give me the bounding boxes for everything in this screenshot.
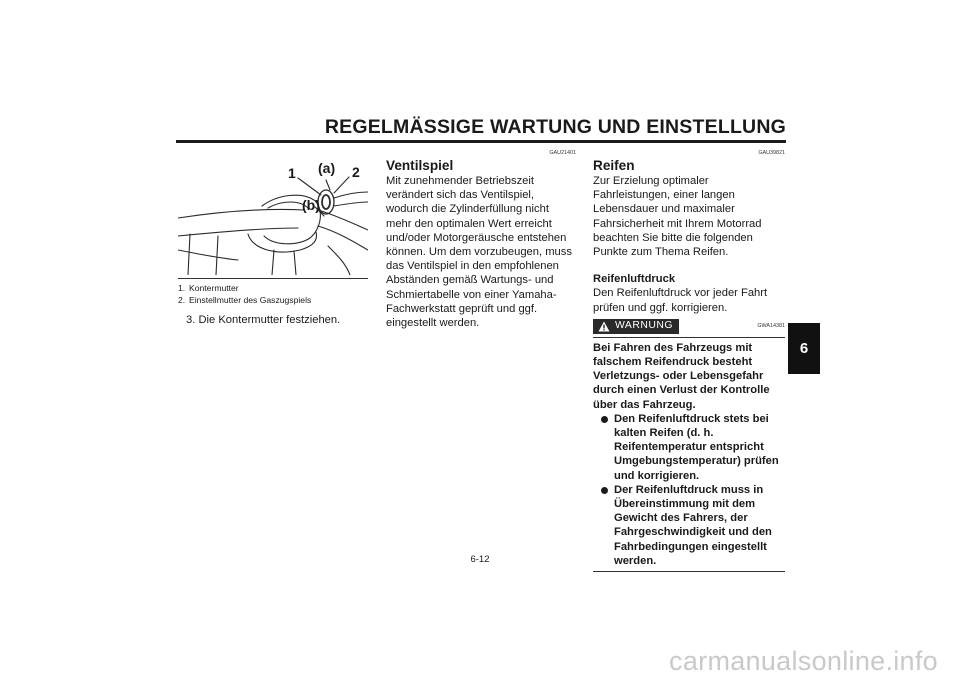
warning-bullet xyxy=(593,412,785,483)
step-instruction: 3. Die Kontermutter festziehen. xyxy=(186,314,341,327)
caption-text: Einstellmutter des Gaszugspiels xyxy=(189,294,312,305)
warning-bullets xyxy=(593,412,785,568)
watermark[interactable]: carmanualsonline.info xyxy=(669,646,938,676)
column-valve-clearance xyxy=(386,150,576,330)
chapter-tab[interactable]: 6 xyxy=(788,323,820,374)
warning-text: Bei Fahren des Fahrzeugs mit falschem Reifendruck besteht Verletzungs- oder Lebensgefahr durch einen Verlust der Kontrolle über das Fahrzeug. xyxy=(593,341,770,411)
warning-rule xyxy=(593,337,785,338)
warning-code: GWA14381 xyxy=(757,322,785,329)
bullet-icon xyxy=(601,416,608,423)
column-tires xyxy=(593,150,785,572)
section-code: GAU21401 xyxy=(549,150,576,156)
figure-label-a: (a) xyxy=(318,160,336,176)
figure-label-2: 2 xyxy=(352,164,360,180)
caption-number: 1. xyxy=(178,283,186,293)
column-figure xyxy=(178,150,368,327)
section-body: Mit zunehmender Betriebszeit verändert sich das Ventilspiel, wodurch die Zylinderfüllung nicht mehr den optimalen Wert erreicht und/oder Motorgeräusche entstehen können. Um dem vorzubeugen, muss das Ventilspiel in den empfohlenen Abständen gemäß Wartungs- und Schmiertabelle von einer Yamaha-Fachwerkstatt geprüft und ggf. eingestellt werden. xyxy=(386,175,572,330)
caption-item xyxy=(178,283,368,295)
figure-rule xyxy=(178,278,368,279)
bullet-icon xyxy=(601,487,608,494)
throttle-cable-drawing xyxy=(178,150,368,275)
warning-end-rule xyxy=(593,571,785,572)
section-heading: Reifen xyxy=(593,158,635,173)
warning-label: WARNUNG xyxy=(615,320,673,332)
figure-captions xyxy=(178,283,368,306)
warning-bullet-text: Den Reifenluftdruck stets bei kalten Reifen (d. h. Reifentemperatur entspricht Umgebungstemperatur) prüfen und korrigieren. xyxy=(614,412,779,482)
section-intro: Zur Erzielung optimaler Fahrleistungen, einer langen Lebensdauer und maximaler Fahrsicherheit mit Ihrem Motorrad beachten Sie bitte die folgenden Punkte zum Thema Reifen. xyxy=(593,175,762,259)
warning-badge xyxy=(593,319,679,334)
caption-number: 2. xyxy=(178,294,186,305)
title-rule xyxy=(176,140,786,143)
page-title: REGELMÄSSIGE WARTUNG UND EINSTELLUNG xyxy=(324,116,786,138)
section-code: GAU39821 xyxy=(758,150,785,156)
subsection-text: Den Reifenluftdruck vor jeder Fahrt prüfen und ggf. korrigieren. xyxy=(593,287,768,314)
throttle-cable-illustration xyxy=(178,150,368,275)
subsection-heading: Reifenluftdruck xyxy=(593,273,676,286)
caption-item xyxy=(178,295,368,307)
warning-bullet-text: Der Reifenluftdruck muss in Übereinstimmung mit dem Gewicht des Fahrers, der Fahrgeschwindigkeit und den Fahrbedingungen eingestellt werden. xyxy=(614,483,772,567)
figure-label-b: (b) xyxy=(302,197,320,213)
section-heading: Ventilspiel xyxy=(386,158,454,173)
warning-triangle-icon xyxy=(598,321,610,332)
caption-text: Kontermutter xyxy=(189,283,239,293)
page-number: 6-12 xyxy=(470,554,490,565)
warning-header xyxy=(593,319,785,334)
figure-label-1: 1 xyxy=(288,165,296,181)
